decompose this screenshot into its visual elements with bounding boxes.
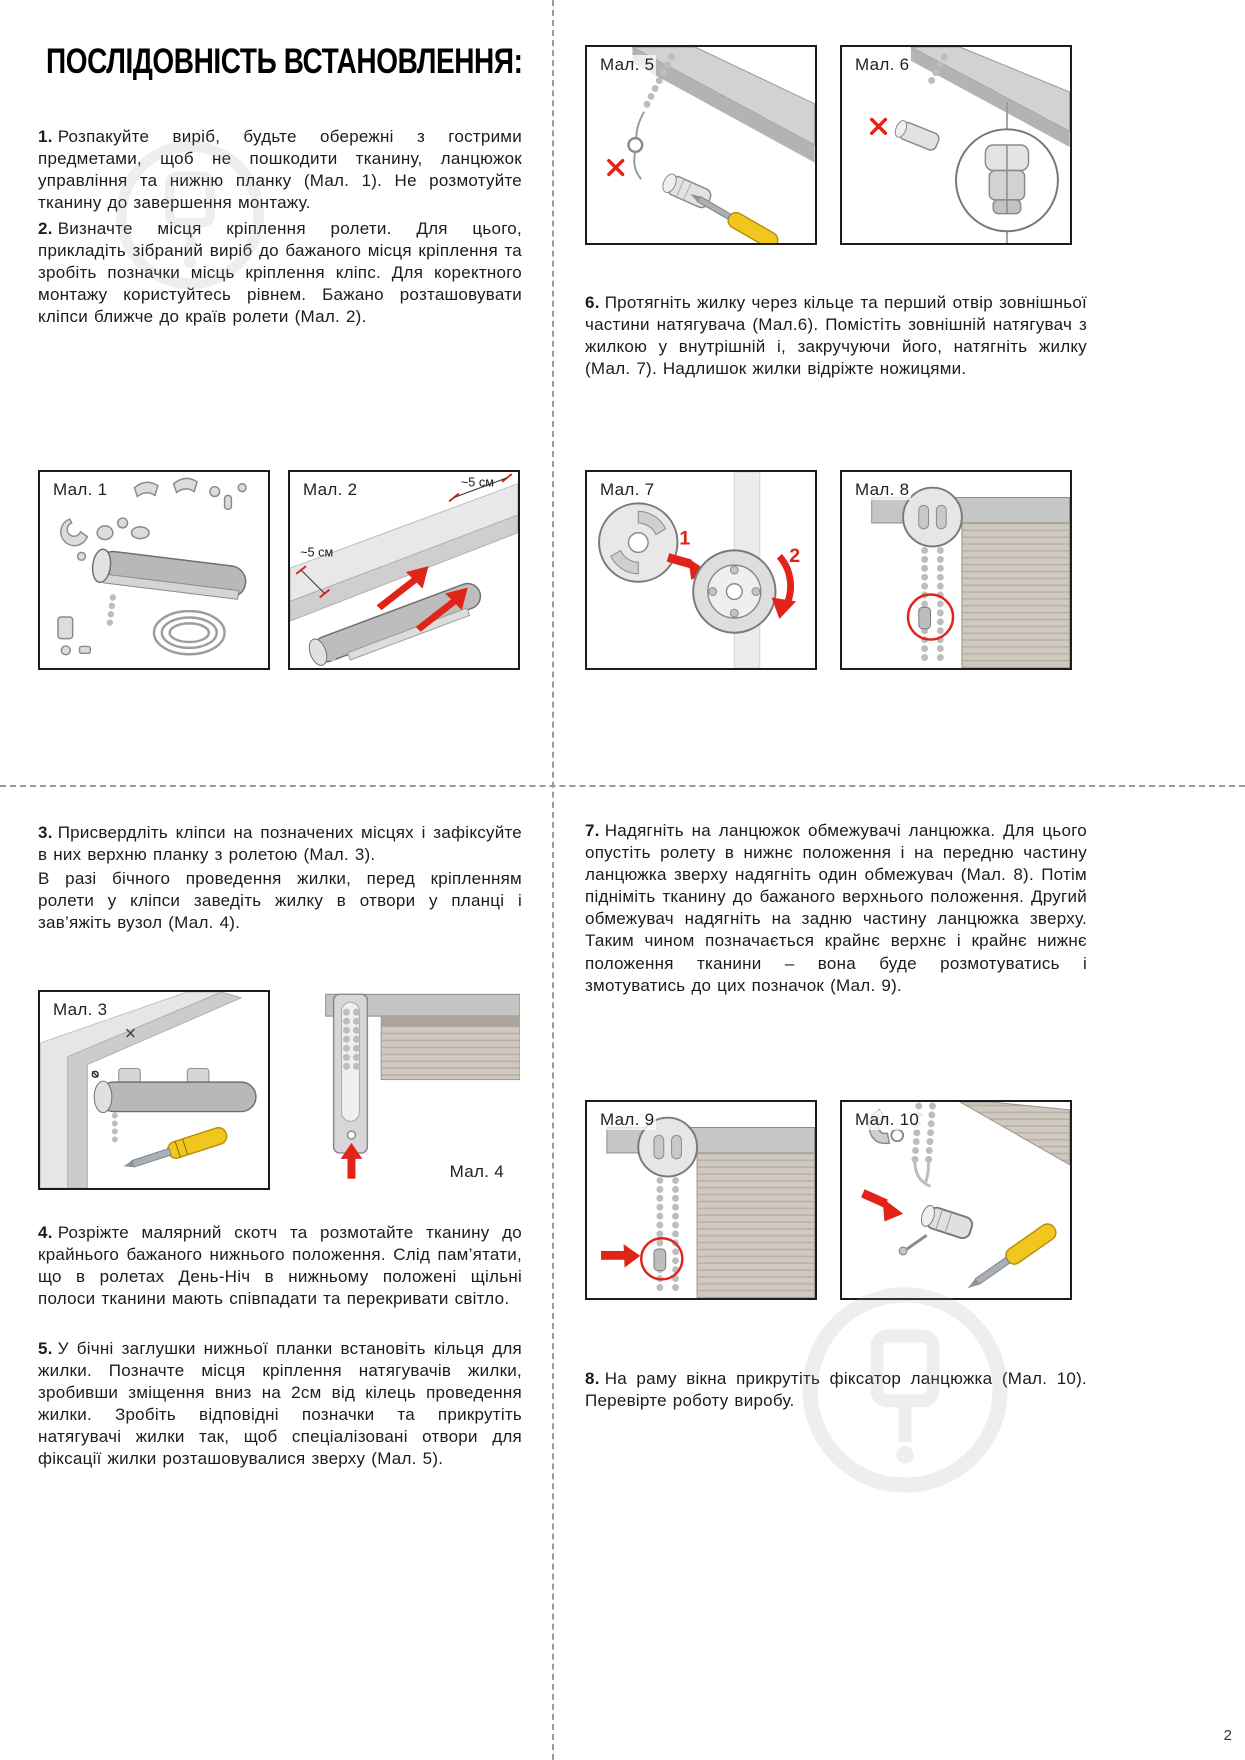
red-x-mark xyxy=(872,120,886,134)
bead-chain xyxy=(929,1106,933,1161)
bead-chain xyxy=(109,597,113,630)
page-number: 2 xyxy=(1223,1727,1232,1744)
chain-stopper xyxy=(654,1249,666,1271)
tensioner-outer xyxy=(599,503,677,581)
step-6 xyxy=(585,292,1087,380)
figure-4-illustration xyxy=(290,985,520,1190)
bracket-disc xyxy=(903,488,962,547)
figure-1-box xyxy=(38,470,270,670)
roller-tube xyxy=(91,548,248,600)
step-8-number: 8. xyxy=(585,1369,600,1388)
figure-3-label: Мал. 3 xyxy=(53,1000,108,1019)
fabric xyxy=(697,1153,815,1298)
figure-3-illustration xyxy=(40,992,268,1188)
dimension-label-left: ~5 см xyxy=(300,544,334,560)
figure-7-illustration xyxy=(587,472,815,668)
step-2-text: Визначте місця кріплення ролети. Для цього, прикладіть зібраний виріб до бажаного місця кріплення та зробіть позначки місць кріплення кліпс. Для коректного монтажу користуйтесь рівнем. Бажано розташовувати кліпси ближче до країв ролети (Мал. 2). xyxy=(38,219,522,327)
step-1-text: Розпакуйте виріб, будьте обережні з гострими предметами, щоб не пошкодити тканину, ланцюжок управління та нижню планку (Мал. 1). Не розмотуйте тканину до завершення монтажу. xyxy=(38,127,522,213)
figure-7-box xyxy=(585,470,817,670)
figure-8-illustration xyxy=(842,472,1070,668)
figure-10-illustration xyxy=(842,1102,1070,1298)
figure-7-label: Мал. 7 xyxy=(600,480,655,499)
cord-eyelet xyxy=(628,138,642,152)
figure-6-illustration xyxy=(842,47,1070,243)
step-4 xyxy=(38,1222,522,1310)
page-title: ПОСЛІДОВНІСТЬ ВСТАНОВЛЕННЯ: xyxy=(46,42,523,81)
fabric xyxy=(962,523,1070,668)
figure-4-label: Мал. 4 xyxy=(449,1162,504,1181)
step-6-text: Протягніть жилку через кільце та перший отвір зовнішньої частини натягувача (Мал.6). Помістіть зовнішній натягувач з жилкою у внутрішній і, закручуючи його, натягніть жилку (Мал. 7). Надлишок жилки відріжте ножицями. xyxy=(585,293,1087,379)
step-5-number: 5. xyxy=(38,1339,53,1358)
figure-9-box xyxy=(585,1100,817,1300)
figure-2-box xyxy=(288,470,520,670)
step-7-text: Надягніть на ланцюжок обмежувачі ланцюжка. Для цього опустіть ролету в нижнє положення і на передню частину ланцюжка зверху надягніть один обмежувач (Мал. 8). Потім підніміть тканину до бажаного верхнього положення. Другий обмежувач надягніть на задню частину ланцюжка зверху. Таким чином позначається крайнє верхнє і крайнє нижнє положення тканини – вона буде розмотуватись і змотуватись до цих позначок (Мал. 9). xyxy=(585,821,1087,995)
dimension-label-top: ~5 см xyxy=(460,474,495,490)
fabric xyxy=(960,1102,1070,1165)
roller-assembly xyxy=(94,1068,256,1112)
step-1 xyxy=(38,126,522,214)
red-x-mark xyxy=(609,161,623,175)
screw xyxy=(92,1071,98,1077)
figure-6-box xyxy=(840,45,1072,245)
screwdriver-icon xyxy=(963,1221,1059,1295)
figure-5-box xyxy=(585,45,817,245)
figure-5-label: Мал. 5 xyxy=(600,55,655,74)
screwdriver-icon xyxy=(121,1126,229,1175)
screw xyxy=(907,1235,927,1249)
cord-eyelet xyxy=(891,1129,903,1141)
headrail xyxy=(872,497,1070,522)
figure-9-illustration xyxy=(587,1102,815,1298)
step-3-text-2: В разі бічного проведення жилки, перед кріпленням ролети у кліпси заведіть жилку в отвори у планці і зав’яжіть вузол (Мал. 4). xyxy=(38,869,522,933)
figure-8-label: Мал. 8 xyxy=(855,480,910,499)
step-marker-2: 2 xyxy=(789,545,801,568)
figure-1-illustration xyxy=(40,472,268,668)
cut-line-horizontal xyxy=(0,785,1245,787)
step-4-number: 4. xyxy=(38,1223,53,1242)
figure-10-label: Мал. 10 xyxy=(855,1110,920,1129)
step-marker-1: 1 xyxy=(679,527,691,550)
step-7-number: 7. xyxy=(585,821,600,840)
step-5-text: У бічні заглушки нижньої планки встановіть кільця для жилки. Позначте місця кріплення натягувачів жилки, зробивши зміщення вниз на 2см від кілець проведення жилки. Зробіть відповідні позначки та прикрутіть натягувачі жилки так, щоб спеціалізовані отвори для фіксації жилки розташовувалися зверху (Мал. 5). xyxy=(38,1339,522,1469)
figure-9-label: Мал. 9 xyxy=(600,1110,655,1129)
figure-1-label: Мал. 1 xyxy=(53,480,108,499)
figure-2-label: Мал. 2 xyxy=(303,480,358,499)
figure-3-box xyxy=(38,990,270,1190)
red-arrow xyxy=(601,1244,640,1268)
red-arrow xyxy=(861,1189,903,1221)
step-2-number: 2. xyxy=(38,219,53,238)
figure-5-illustration xyxy=(587,47,815,243)
cord-hole xyxy=(348,1131,356,1139)
tensioner-inner xyxy=(693,550,775,632)
tensioner-part xyxy=(893,119,940,152)
step-1-number: 1. xyxy=(38,127,53,146)
figure-10-box xyxy=(840,1100,1072,1300)
step-3-number: 3. xyxy=(38,823,53,842)
coiled-cord xyxy=(154,611,225,654)
chain-stopper xyxy=(919,607,931,629)
step-5 xyxy=(38,1338,522,1471)
step-3 xyxy=(38,822,522,934)
small-parts xyxy=(58,617,90,655)
figure-6-label: Мал. 6 xyxy=(855,55,910,74)
step-7 xyxy=(585,820,1087,997)
step-8-text: На раму вікна прикрутіть фіксатор ланцюжка (Мал. 10). Перевірте роботу виробу. xyxy=(585,1369,1087,1411)
chain-fixator xyxy=(919,1204,974,1240)
step-6-number: 6. xyxy=(585,293,600,312)
figure-4-box xyxy=(290,985,520,1190)
figure-8-box xyxy=(840,470,1072,670)
step-4-text: Розріжте малярний скотч та розмотайте тканину до крайнього бажаного нижнього положення. Слід пам’ятати, що в ролетах День-Ніч в нижньому положені щільні полоси тканини мають співпадати та перекривати світло. xyxy=(38,1223,522,1309)
figure-2-illustration xyxy=(290,472,518,668)
step-3-text: Присвердліть кліпси на позначених місцях і зафіксуйте в них верхню планку з ролетою (Мал. 3). xyxy=(38,823,522,865)
cut-line-vertical xyxy=(552,0,554,1760)
step-8 xyxy=(585,1368,1087,1412)
step-2 xyxy=(38,218,522,328)
